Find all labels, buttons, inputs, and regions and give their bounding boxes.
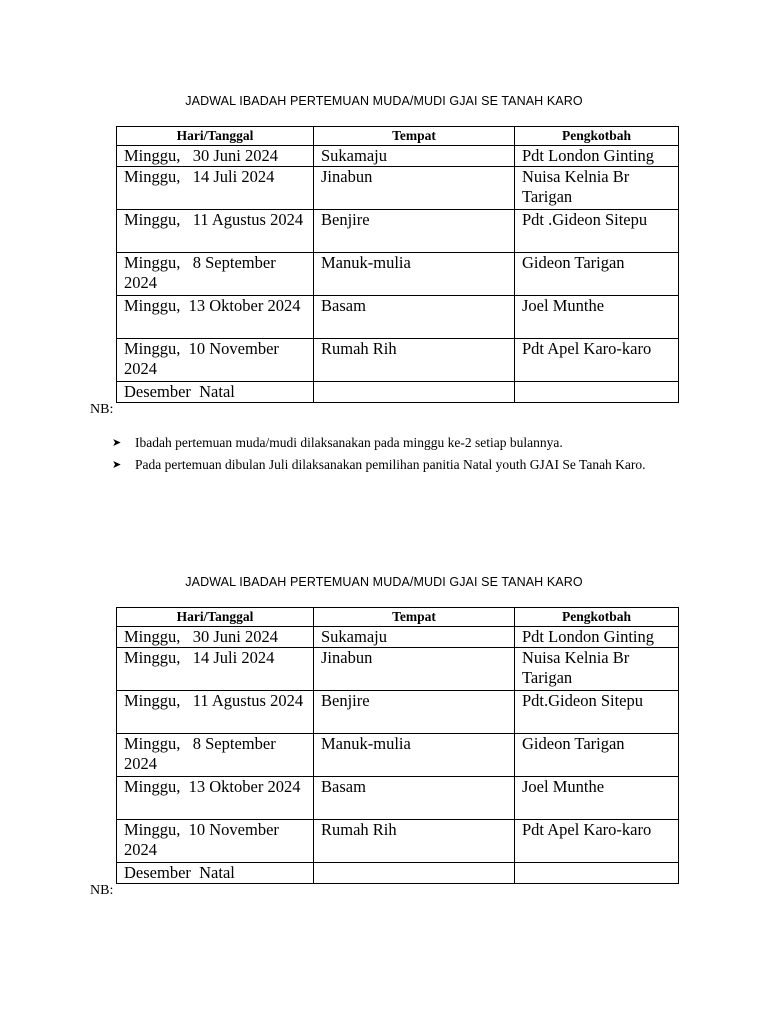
table-row (117, 253, 679, 296)
date-cell: Minggu, 14 Juli 2024 (117, 648, 314, 691)
preacher-cell (515, 382, 679, 403)
place-cell: Benjire (314, 691, 515, 734)
table-row (117, 167, 679, 210)
column-header-preacher: Pengkotbah (515, 127, 679, 146)
place-cell: Jinabun (314, 648, 515, 691)
date-cell: Minggu, 10 November 2024 (117, 820, 314, 863)
arrow-bullet-icon: ➤ (112, 436, 122, 449)
column-header-place: Tempat (314, 127, 515, 146)
date-cell: Minggu, 11 Agustus 2024 (117, 691, 314, 734)
table-row (117, 627, 679, 648)
table-row (117, 339, 679, 382)
schedule-table (116, 607, 679, 884)
table-row (117, 146, 679, 167)
date-cell: Minggu, 8 September 2024 (117, 734, 314, 777)
date-cell: Minggu, 10 November 2024 (117, 339, 314, 382)
date-cell: Minggu, 8 September 2024 (117, 253, 314, 296)
column-header-place: Tempat (314, 608, 515, 627)
schedule-title: JADWAL IBADAH PERTEMUAN MUDA/MUDI GJAI SE TANAH KARO (185, 575, 583, 589)
place-cell: Sukamaju (314, 627, 515, 648)
place-cell (314, 382, 515, 403)
date-cell: Minggu, 13 Oktober 2024 (117, 296, 314, 339)
preacher-cell: Pdt Apel Karo-karo (515, 820, 679, 863)
table-row (117, 382, 679, 403)
date-cell: Minggu, 14 Juli 2024 (117, 167, 314, 210)
date-cell: Minggu, 30 Juni 2024 (117, 627, 314, 648)
table-row (117, 863, 679, 884)
table-row (117, 210, 679, 253)
note-text: Pada pertemuan dibulan Juli dilaksanakan pemilihan panitia Natal youth GJAI Se Tanah Karo. (135, 457, 646, 472)
notes-list (112, 432, 682, 476)
schedule-table (116, 126, 679, 403)
place-cell: Basam (314, 777, 515, 820)
place-cell: Rumah Rih (314, 820, 515, 863)
preacher-cell: Pdt .Gideon Sitepu (515, 210, 679, 253)
place-cell: Sukamaju (314, 146, 515, 167)
table-row (117, 691, 679, 734)
column-header-date: Hari/Tanggal (117, 608, 314, 627)
list-item (112, 432, 682, 454)
preacher-cell: Pdt London Ginting (515, 146, 679, 167)
nb-label: NB: (90, 402, 114, 417)
preacher-cell: Gideon Tarigan (515, 734, 679, 777)
place-cell: Benjire (314, 210, 515, 253)
place-cell: Manuk-mulia (314, 253, 515, 296)
place-cell: Rumah Rih (314, 339, 515, 382)
preacher-cell: Pdt.Gideon Sitepu (515, 691, 679, 734)
place-cell: Jinabun (314, 167, 515, 210)
schedule-title: JADWAL IBADAH PERTEMUAN MUDA/MUDI GJAI SE TANAH KARO (185, 94, 583, 108)
list-item (112, 454, 682, 476)
preacher-cell: Joel Munthe (515, 296, 679, 339)
table-row (117, 648, 679, 691)
table-row (117, 296, 679, 339)
note-text: Ibadah pertemuan muda/mudi dilaksanakan pada minggu ke-2 setiap bulannya. (135, 435, 563, 450)
place-cell (314, 863, 515, 884)
date-cell: Minggu, 30 Juni 2024 (117, 146, 314, 167)
column-header-date: Hari/Tanggal (117, 127, 314, 146)
preacher-cell: Pdt London Ginting (515, 627, 679, 648)
nb-label: NB: (90, 883, 114, 898)
table-header-row (117, 608, 679, 627)
preacher-cell (515, 863, 679, 884)
place-cell: Manuk-mulia (314, 734, 515, 777)
preacher-cell: Gideon Tarigan (515, 253, 679, 296)
table-row (117, 777, 679, 820)
preacher-cell: Joel Munthe (515, 777, 679, 820)
date-cell: Desember Natal (117, 863, 314, 884)
date-cell: Desember Natal (117, 382, 314, 403)
preacher-cell: Pdt Apel Karo-karo (515, 339, 679, 382)
place-cell: Basam (314, 296, 515, 339)
arrow-bullet-icon: ➤ (112, 458, 122, 471)
table-header-row (117, 127, 679, 146)
date-cell: Minggu, 13 Oktober 2024 (117, 777, 314, 820)
preacher-cell: Nuisa Kelnia Br Tarigan (515, 648, 679, 691)
table-row (117, 734, 679, 777)
column-header-preacher: Pengkotbah (515, 608, 679, 627)
date-cell: Minggu, 11 Agustus 2024 (117, 210, 314, 253)
preacher-cell: Nuisa Kelnia Br Tarigan (515, 167, 679, 210)
table-row (117, 820, 679, 863)
